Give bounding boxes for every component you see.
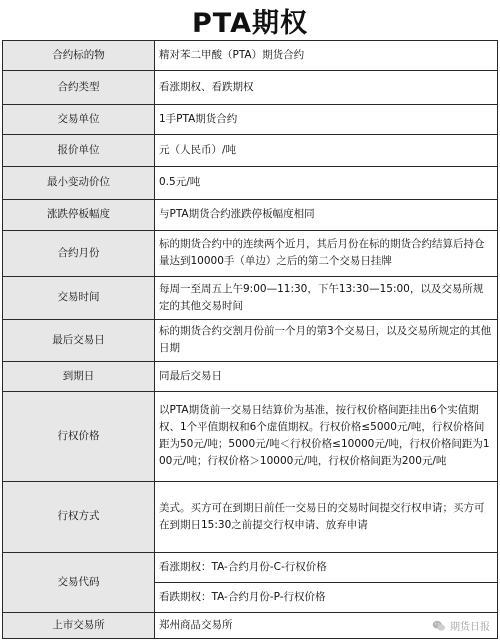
table-row [3,71,498,105]
row-key: 到期日 [3,361,155,391]
table-row [3,552,498,582]
row-value: 1手PTA期货合约 [155,105,498,135]
row-value: 精对苯二甲酸（PTA）期货合约 [155,41,498,71]
row-key: 最小变动价位 [3,166,155,199]
row-value: 以PTA期货前一交易日结算价为基准，按行权价格间距挂出6个实值期权、1个平值期权和6个虚值期权。行权价格≤5000元/吨，行权价格间距为50元/吨；5000元/吨＜行权价格≤10000元/吨，行权价格间距为100元/吨；行权价格＞10000元/吨，行权价格间距为200元/吨 [155,391,498,481]
row-value: 郑州商品交易所 [155,612,498,638]
row-value: 看涨期权：TA-合约月份-C-行权价格 [155,552,498,582]
table-row [3,135,498,166]
table-row [3,612,498,638]
table-row [3,105,498,135]
row-value: 看涨期权、看跌期权 [155,71,498,105]
row-key: 最后交易日 [3,320,155,362]
table-row [3,199,498,230]
row-value: 看跌期权：TA-合约月份-P-行权价格 [155,582,498,612]
table-row [3,41,498,71]
row-key: 合约标的物 [3,41,155,71]
row-value: 标的期货合约中的连续两个近月，其后月份在标的期货合约结算后持仓量达到10000手（单边）之后的第二个交易日挂牌 [155,230,498,276]
table-row [3,361,498,391]
row-value: 美式。买方可在到期日前任一交易日的交易时间提交行权申请；买方可在到期日15:30之前提交行权申请、放弃申请 [155,482,498,553]
wechat-icon [432,619,446,633]
row-key: 交易代码 [3,552,155,612]
table-row [3,482,498,553]
row-value: 每周一至周五上午9:00—11:30，下午13:30—15:00，以及交易所规定的其他交易时间 [155,276,498,320]
row-key: 行权价格 [3,391,155,481]
row-key: 行权方式 [3,482,155,553]
row-value: 标的期货合约交割月份前一个月的第3个交易日，以及交易所规定的其他日期 [155,320,498,362]
row-value: 同最后交易日 [155,361,498,391]
row-key: 交易单位 [3,105,155,135]
table-row [3,320,498,362]
contract-spec-table [2,40,498,639]
row-key: 合约类型 [3,71,155,105]
table-row [3,391,498,481]
table-row [3,276,498,320]
row-key: 涨跌停板幅度 [3,199,155,230]
table-row [3,166,498,199]
row-value: 元（人民币）/吨 [155,135,498,166]
page-title: PTA期权 [191,7,308,39]
watermark-text: 期货日报 [450,622,490,633]
table-row [3,230,498,276]
row-value: 0.5元/吨 [155,166,498,199]
row-value: 与PTA期货合约涨跌停板幅度相同 [155,199,498,230]
watermark [432,618,490,633]
row-key: 交易时间 [3,276,155,320]
row-key: 报价单位 [3,135,155,166]
row-key: 上市交易所 [3,612,155,638]
row-key: 合约月份 [3,230,155,276]
